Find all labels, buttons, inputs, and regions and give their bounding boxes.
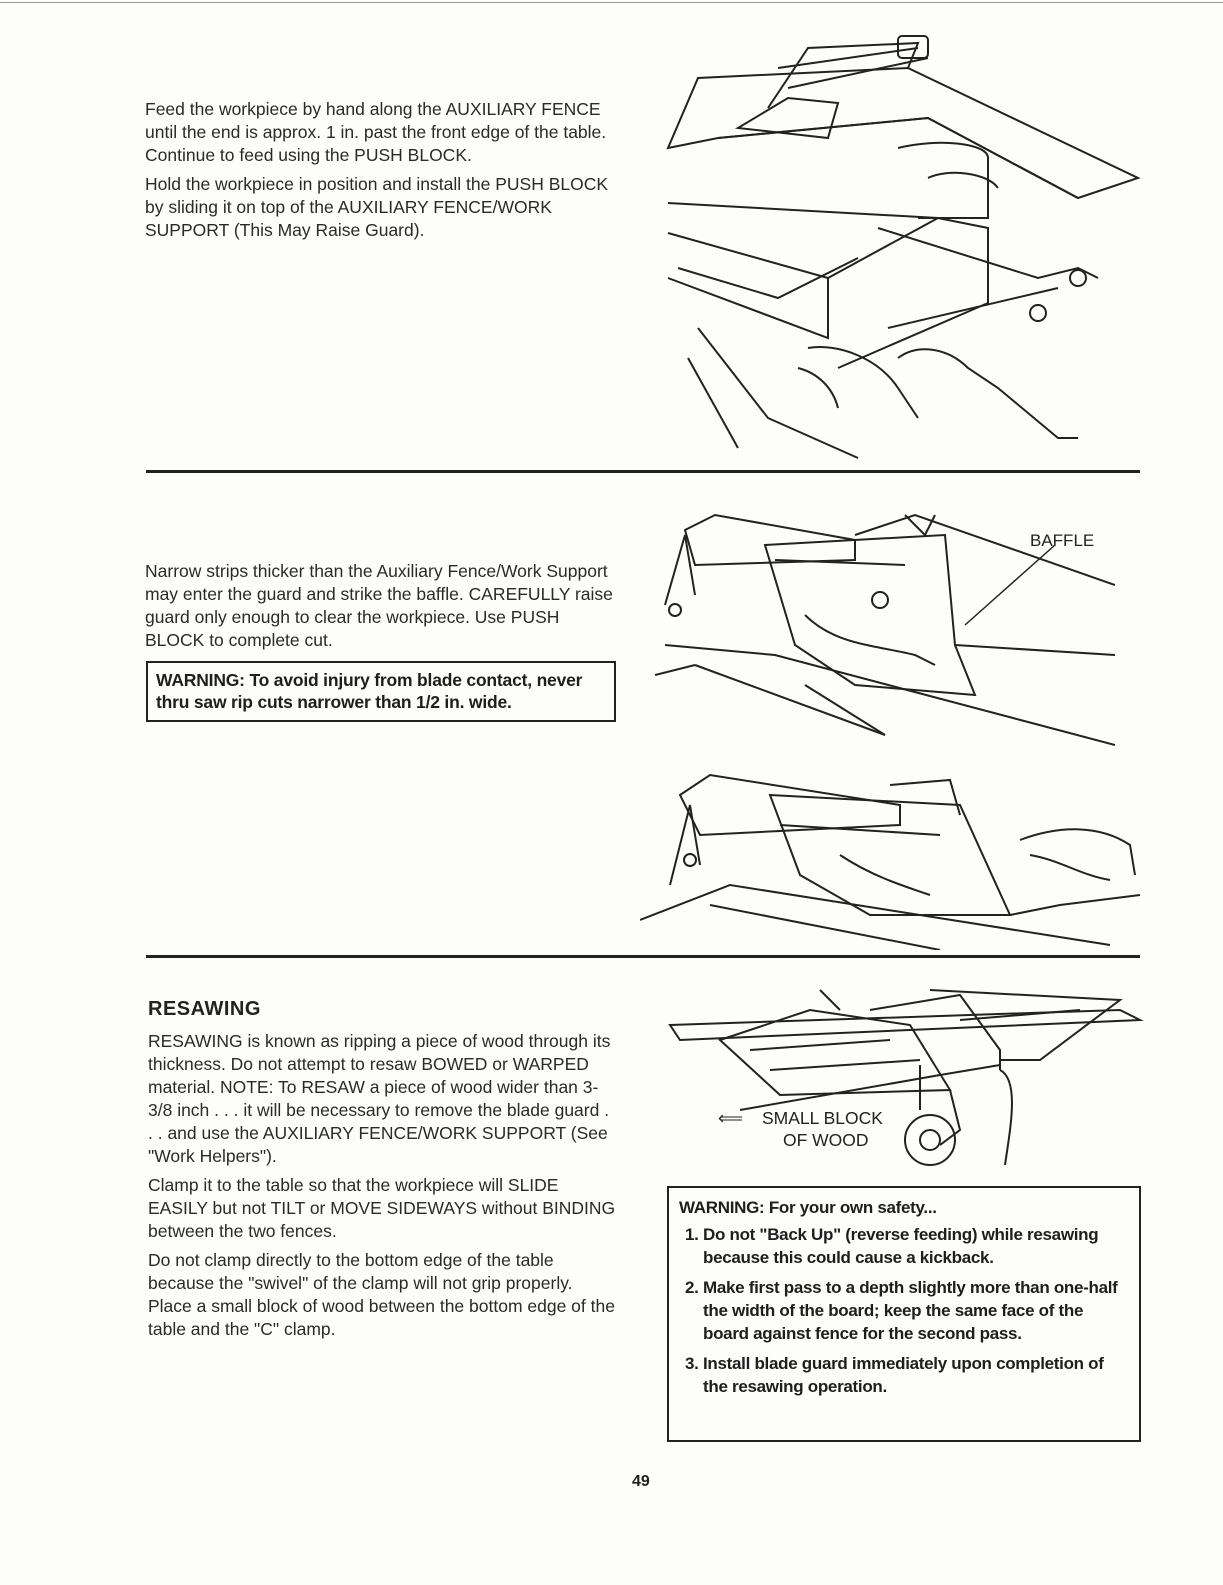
push-block-illustration	[658, 28, 1148, 468]
narrow-strip-illustration	[640, 765, 1140, 950]
section-divider-2	[146, 955, 1140, 958]
section-divider-1	[146, 470, 1140, 473]
baffle-label: BAFFLE	[1030, 531, 1095, 550]
warning-resawing-safety	[667, 1186, 1141, 1442]
warning-list	[679, 1223, 1129, 1398]
resawing-para1: RESAWING is known as ripping a piece of wood through its thickness. Do not attempt to resaw BOWED or WARPED material. NOTE: To RESAW a piece of wood wider than 3-3/8 inch . . . it will be necessary to remove the blade guard . . . and use the AUXILIARY FENCE/WORK SUPPORT (See "Work Helpers").	[148, 1031, 611, 1166]
warning-item: 1. Do not "Back Up" (reverse feeding) while resawing because this could cause a kickback.	[703, 1223, 1129, 1269]
section1-para2: Hold the workpiece in position and install the PUSH BLOCK by sliding it on top of the AUXILIARY FENCE/WORK SUPPORT (This May Raise Guard).	[145, 174, 609, 240]
small-block-label-line1: SMALL BLOCK	[762, 1108, 883, 1128]
warning-blade-contact: WARNING: To avoid injury from blade contact, never thru saw rip cuts narrower than 1/2 in. wide.	[146, 661, 616, 722]
resawing-heading: RESAWING	[148, 998, 261, 1020]
section2-para1: Narrow strips thicker than the Auxiliary Fence/Work Support may enter the guard and strike the baffle. CAREFULLY raise guard only enough to clear the workpiece. Use PUSH BLOCK to complete cut.	[145, 561, 613, 650]
page-number: 49	[632, 1473, 650, 1490]
small-block-arrow: ⟸	[718, 1108, 744, 1128]
small-block-label-line2: OF WOOD	[783, 1130, 869, 1150]
top-rule	[0, 2, 1223, 3]
warning-item: 2. Make first pass to a depth slightly more than one-half the width of the board; keep the same face of the board against fence for the second pass.	[703, 1276, 1129, 1345]
warning-item: 3. Install blade guard immediately upon completion of the resawing operation.	[703, 1352, 1129, 1398]
section1-para1: Feed the workpiece by hand along the AUXILIARY FENCE until the end is approx. 1 in. past the front edge of the table. Continue to feed using the PUSH BLOCK.	[145, 99, 607, 165]
section2-text	[145, 560, 617, 658]
resawing-text	[148, 1030, 618, 1347]
warning-title: WARNING: For your own safety...	[679, 1198, 937, 1217]
resaw-setup-illustration	[660, 980, 1150, 1175]
section1-text	[145, 98, 615, 248]
resawing-para2: Clamp it to the table so that the workpiece will SLIDE EASILY but not TILT or MOVE SIDEWAYS without BINDING between the two fences.	[148, 1175, 616, 1241]
resawing-para3: Do not clamp directly to the bottom edge of the table because the "swivel" of the clamp will not grip properly. Place a small block of wood between the bottom edge of the table and the "C" clamp.	[148, 1250, 615, 1339]
